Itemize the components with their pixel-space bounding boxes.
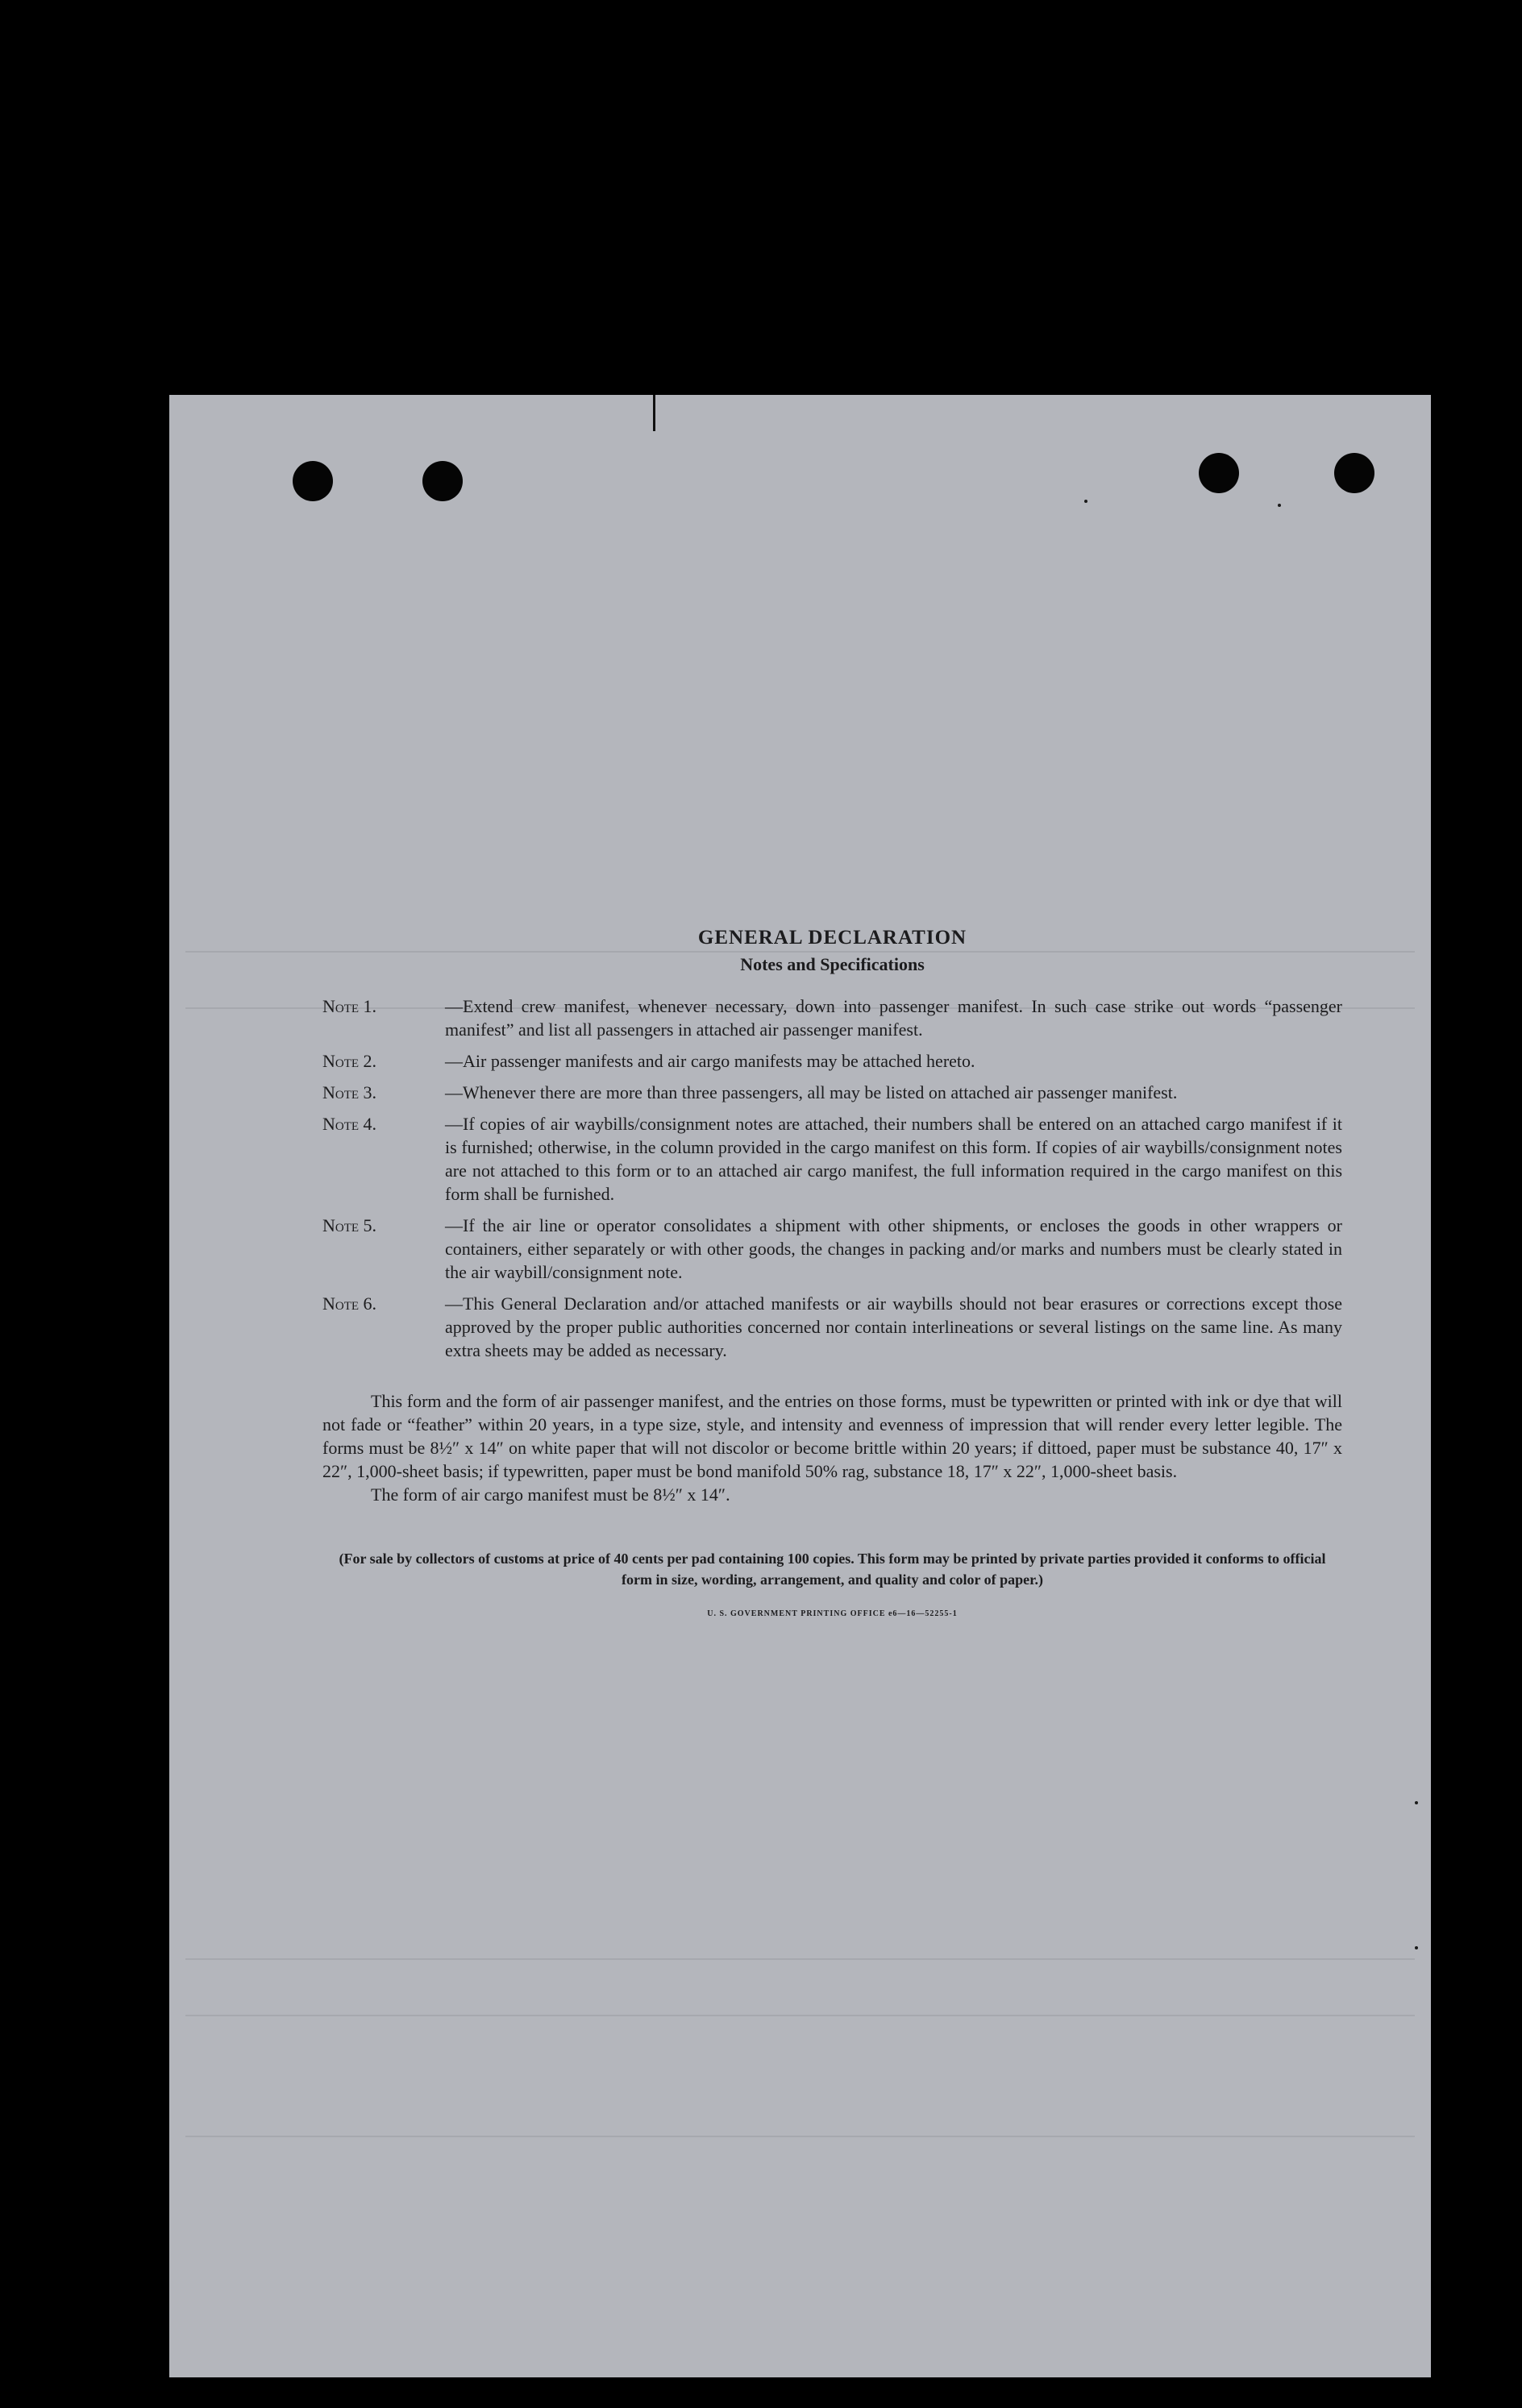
punch-hole-4: [1334, 453, 1374, 493]
note-label: Note 4.: [322, 1114, 377, 1134]
notes-content: [322, 927, 1342, 1618]
note-text: —Air passenger manifests and air cargo manifests may be attached hereto.: [445, 1051, 975, 1071]
printing-office-imprint: U. S. GOVERNMENT PRINTING OFFICE e6—16—52255-1: [707, 1609, 958, 1618]
note-5: [322, 1214, 1342, 1284]
document-subtitle: Notes and Specifications: [740, 954, 925, 974]
note-text: —Whenever there are more than three passengers, all may be listed on attached air passenger manifest.: [445, 1082, 1178, 1102]
note-text: —This General Declaration and/or attached manifests or air waybills should not bear erasures or corrections except those approved by the proper public authorities concerned nor contain interlineations or several listings on the same line. As many extra sheets may be added as necessary.: [445, 1293, 1342, 1360]
bleed-through-line: [185, 1958, 1415, 1960]
note-label: Note 1.: [322, 996, 377, 1016]
note-label: Note 5.: [322, 1215, 377, 1235]
ink-speck: [1084, 500, 1087, 503]
note-1: [322, 994, 1342, 1041]
punch-hole-3: [1199, 453, 1239, 493]
note-4: [322, 1112, 1342, 1206]
bleed-through-line: [185, 2015, 1415, 2016]
cargo-manifest-size-paragraph: The form of air cargo manifest must be 8½″ x 14″.: [371, 1484, 730, 1505]
document-title: GENERAL DECLARATION: [697, 927, 967, 949]
ink-speck: [1278, 504, 1281, 507]
note-text: —If copies of air waybills/consignment notes are attached, their numbers shall be entered on an attached cargo manifest if it is furnished; otherwise, in the column provided in the cargo manifest on this form. If copies of air waybills/consignment notes are not attached to this form or to an attached air cargo manifest, the full information required in the cargo manifest on this form shall be furnished.: [445, 1114, 1342, 1204]
punch-hole-2: [422, 461, 463, 501]
bleed-through-line: [185, 2136, 1415, 2137]
note-text: —If the air line or operator consolidates a shipment with other shipments, or encloses the goods in other wrappers or containers, either separately or with other goods, the changes in packing and/or marks and numbers must be clearly stated in the air waybill/consignment note.: [445, 1215, 1342, 1282]
note-3: [322, 1081, 1342, 1104]
ink-speck: [1415, 1946, 1418, 1949]
note-label: Note 2.: [322, 1051, 377, 1071]
note-label: Note 3.: [322, 1082, 377, 1102]
ink-speck: [1415, 1801, 1418, 1804]
note-6: [322, 1292, 1342, 1362]
note-label: Note 6.: [322, 1293, 377, 1314]
ink-mark: [653, 395, 655, 431]
sale-note: (For sale by collectors of customs at price of 40 cents per pad containing 100 copies. This form may be printed by private parties provided it conforms to official form in size, wording, arrangement, and quality and color of paper.): [339, 1551, 1326, 1588]
punch-hole-1: [293, 461, 333, 501]
document-sheet: [169, 395, 1431, 2377]
note-2: [322, 1049, 1342, 1073]
specification-paragraph: This form and the form of air passenger manifest, and the entries on those forms, must be typewritten or printed with ink or dye that will not fade or “feather” within 20 years, in a type size, style, and intensity and evenness of impression that will render every letter legible. The forms must be 8½″ x 14″ on white paper that will not discolor or become brittle within 20 years; if dittoed, paper must be substance 40, 17″ x 22″, 1,000-sheet basis; if typewritten, paper must be bond manifold 50% rag, substance 18, 17″ x 22″, 1,000-sheet basis.: [322, 1391, 1342, 1481]
note-text: —Extend crew manifest, whenever necessary, down into passenger manifest. In such case strike out words “passenger manifest” and list all passengers in attached air passenger manifest.: [445, 996, 1342, 1040]
